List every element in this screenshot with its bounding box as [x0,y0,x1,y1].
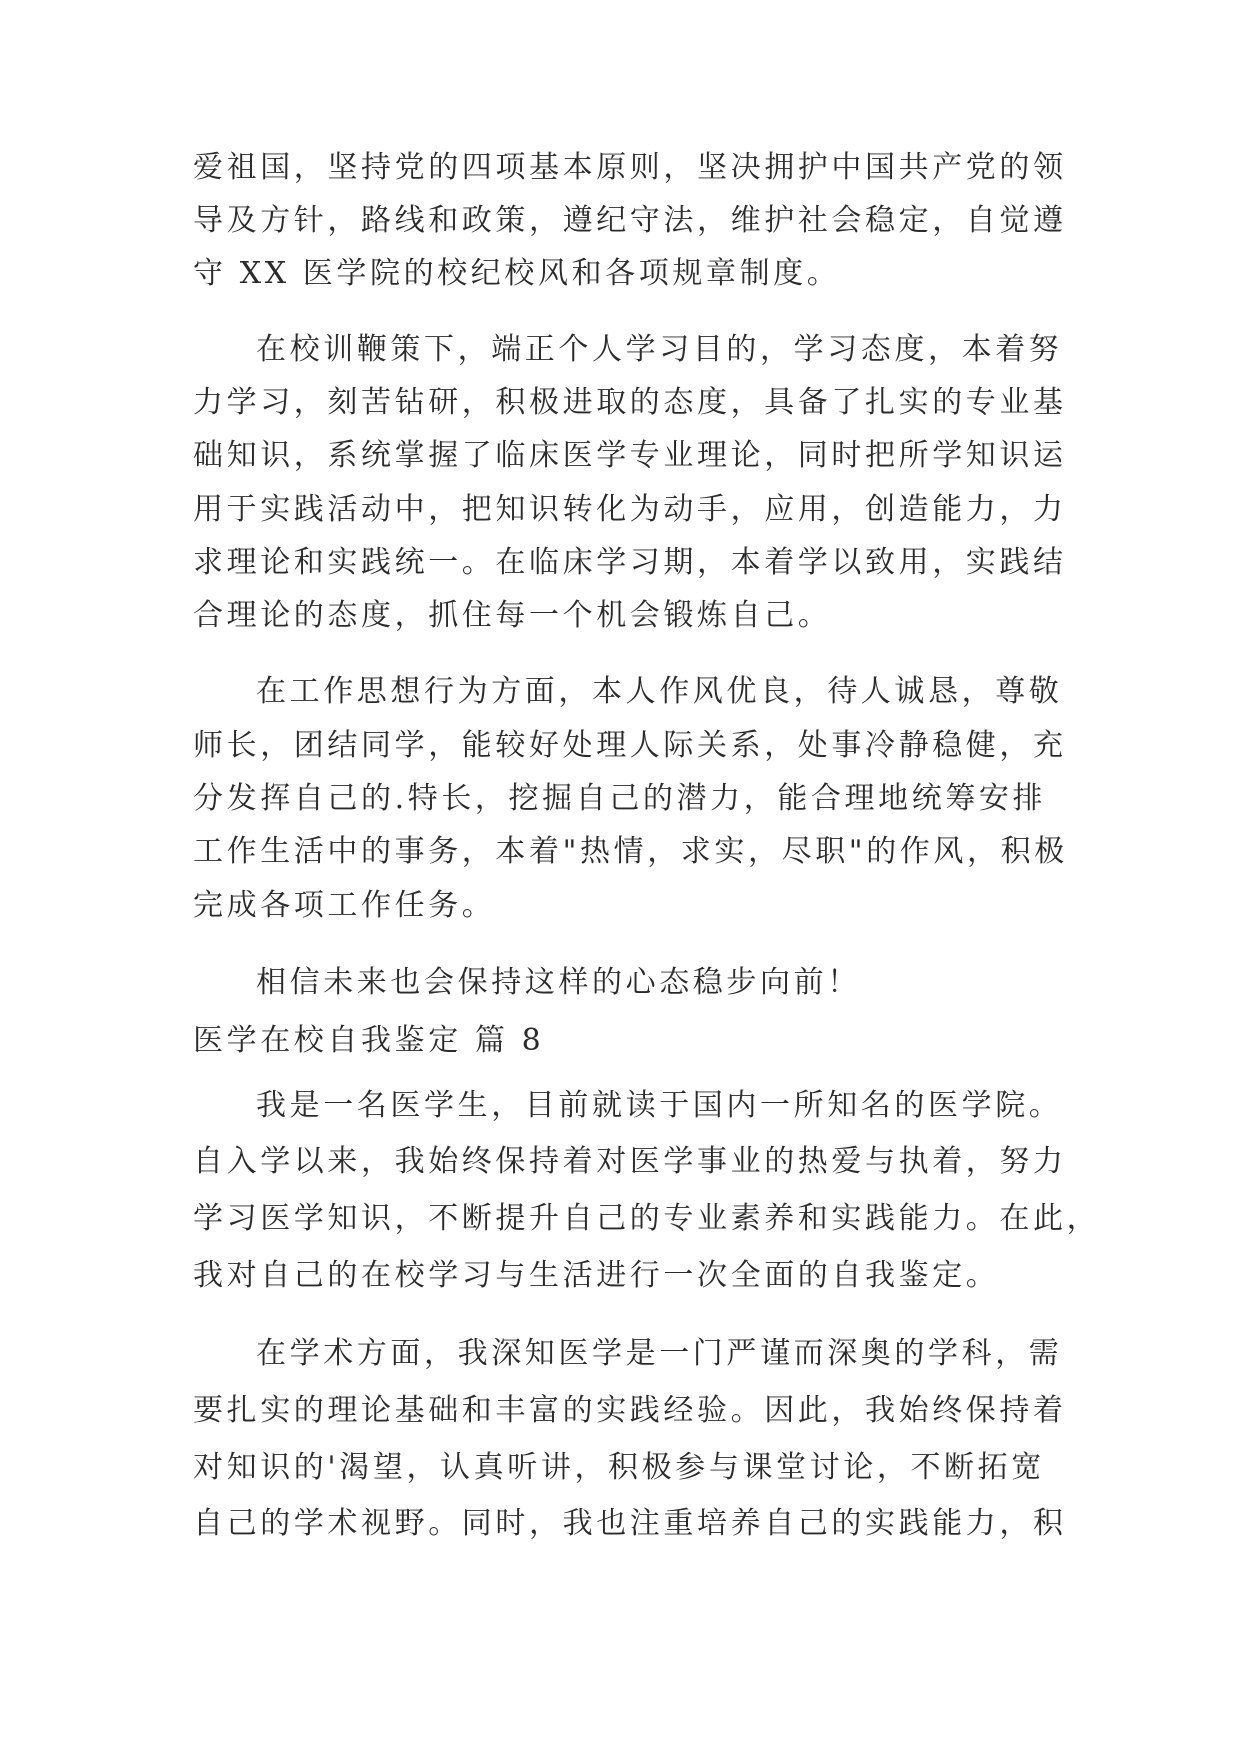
paragraph-line: 在学术方面，我深知医学是一门严谨而深奥的学科，需 [256,1336,1063,1371]
paragraph-line: 自入学以来，我始终保持着对医学事业的热爱与执着，努力 [193,1144,1067,1179]
paragraph-line: 求理论和实践统一。在临床学习期，本着学以致用，实践结 [193,545,1067,580]
section-heading: 医学在校自我鉴定 篇 8 [193,1023,545,1058]
paragraph-line: 导及方针，路线和政策，遵纪守法，维护社会稳定，自觉遵 [193,203,1067,238]
paragraph-line: 在校训鞭策下，端正个人学习目的，学习态度，本着努 [256,332,1063,367]
paragraph-line: 在工作思想行为方面，本人作风优良，待人诚恳，尊敬 [256,674,1063,709]
paragraph-line: 工作生活中的事务，本着"热情，求实，尽职"的作风，积极 [193,834,1068,869]
paragraph-line: 完成各项工作任务。 [193,888,496,923]
paragraph-line: 力学习，刻苦钻研，积极进取的态度，具备了扎实的专业基 [193,385,1067,420]
paragraph-line: 要扎实的理论基础和丰富的实践经验。因此，我始终保持着 [193,1393,1067,1428]
paragraph-line: 守 XX 医学院的校纪校风和各项规章制度。 [193,256,841,291]
paragraph-line: 分发挥自己的.特长，挖掘自己的潜力，能合理地统筹安排 [193,781,1047,816]
paragraph-line: 爱祖国，坚持党的四项基本原则，坚决拥护中国共产党的领 [193,150,1067,185]
paragraph-line: 学习医学知识，不断提升自己的专业素养和实践能力。在此， [193,1201,1101,1236]
paragraph-line: 用于实践活动中，把知识转化为动手，应用，创造能力，力 [193,492,1067,527]
paragraph-line: 础知识，系统掌握了临床医学专业理论，同时把所学知识运 [193,438,1067,473]
paragraph-line: 师长，团结同学，能较好处理人际关系，处事冷静稳健，充 [193,728,1067,763]
paragraph-line: 对知识的'渴望，认真听讲，积极参与课堂讨论，不断拓宽 [193,1450,1045,1485]
paragraph-line: 合理论的态度，抓住每一个机会锻炼自己。 [193,598,832,633]
paragraph-line: 我是一名医学生，目前就读于国内一所知名的医学院。 [256,1088,1063,1123]
paragraph-line: 自己的学术视野。同时，我也注重培养自己的实践能力，积 [193,1506,1067,1541]
paragraph-line: 相信未来也会保持这样的心态稳步向前！ [256,965,861,1000]
paragraph-line: 我对自己的在校学习与生活进行一次全面的自我鉴定。 [193,1258,1000,1293]
